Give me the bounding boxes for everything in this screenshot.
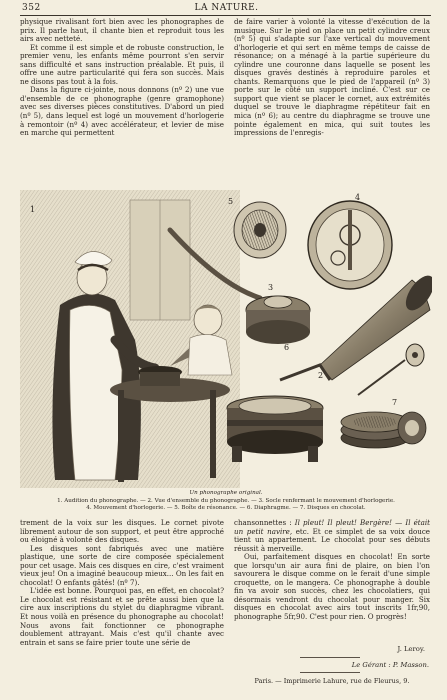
phonograph-engraving <box>20 190 432 490</box>
paragraph <box>234 519 430 553</box>
paragraph: Et comme il est simple et de robuste construction, le premier venu, les enfants même pourront s'en servir sans difficulté et sans instruction préalable. Et puis, il offre une autre particularité qui fera son succès. Mais ne disons pas tout à la fois. <box>20 42 224 86</box>
figure-label: 6 <box>284 343 290 352</box>
header-rule <box>20 15 431 16</box>
separator <box>300 672 360 673</box>
paragraph: de faire varier à volonté la vitesse d'exécution de la musique. Sur le pied on place un petit cylindre creux (nº 5) qui s'adapte sur l'axe vertical du mouvement d'horlogerie et qui sert en même temps de caisse de résonance; on a ménagé à la partie supérieure du cylindre une couronne dans laquelle se posent les disques gravés destinés à reproduire paroles et chants. Remarquons que le pied de l'appareil (nº 3) porte sur le côté un support incliné. C'est sur ce support que vient se placer le cornet, aux extrémités duquel se trouve le diaphragme répétiteur fait en mica (nº 6); au centre du diaphragme se trouve une pointe également en mica, qui suit toutes les impressions de l'enregis- <box>234 17 430 138</box>
clockwork-mechanism <box>308 193 392 289</box>
figure-label: 3 <box>268 283 274 292</box>
column-left-bottom <box>20 519 224 647</box>
paragraph: Oui, parfaitement disques en chocolat! En sorte que lorsqu'un air aura fini de plaire, on bien l'on savourera le disque comme on le ferait d'une simple croquette, on le mangera. Ce phonographe à double fin va avoir son succès, chez les chocolatiers, qui désormais vendront du chocolat pour manger. Six disques en chocolat avec airs tout inscrits 1fr,90, phonographe 5fr,90. C'est pour rien. O progrès! <box>234 552 430 622</box>
author-signature: J. Leroy. <box>397 645 425 653</box>
printer-line: Paris. — Imprimerie Lahure, rue de Fleurus, 9. <box>254 677 410 685</box>
paragraph: L'idée est bonne. Pourquoi pas, en effet, en chocolat? Le chocolat est résistant et se prête aussi bien que la cire aux inscriptions du stylet du diaphragme vibrant. Et nous voilà en présence du phonographe au chocolat! Nous avons fait fonctionner ce phonographe doublement attrayant. Mais c'est qu'il chante avec entrain et sans se faire prier toute une série de <box>20 586 224 647</box>
page-header <box>22 3 431 15</box>
figure-caption <box>20 490 432 513</box>
paragraph: physique rivalisant fort bien avec les phonographes de prix. Il parle haut, il chante bien et reproduit tous les airs avec netteté. <box>20 17 224 44</box>
audition-scene <box>20 190 240 488</box>
paragraph: Les disques sont fabriqués avec une matière plastique, une sorte de cire composée spécialement pour cet usage. Mais ces disques en cire, c'est vraiment vieux jeu! On a imaginé beaucoup mieux... On les fait en chocolat! O enfants gâtés! (nº 7). <box>20 543 224 587</box>
song-intro: chansonnettes : <box>234 518 295 527</box>
column-right-bottom <box>234 519 430 622</box>
column-right-top <box>234 18 430 138</box>
paragraph: trement de la voix sur les disques. Le cornet pivote librement autour de son support, et peut être approché ou éloigné à volonté des disques. <box>20 518 224 545</box>
song-titles: Il pleut! Il pleut! Bergère! — Il était un petit navire, <box>234 518 430 536</box>
figure-label: 4 <box>355 193 361 202</box>
song-rest: etc. Et ce simplet de sa voix douce tient un appartement. Le chocolat pour ses débuts réussit à merveille. <box>234 526 430 553</box>
column-left-top <box>20 18 224 138</box>
paragraph: Dans la figure ci-jointe, nous donnons (nº 2) une vue d'ensemble de ce phonographe (genre gramophone) avec ses diverses pièces constitutives. D'abord un pied (nº 5), dans lequel est logé un mouvement d'horlogerie à remontoir (nº 4) avec accélérateur, et levier de mise en marche qui permettent <box>20 85 224 138</box>
journal-title: LA NATURE. <box>194 3 259 13</box>
caption-line: 4. Mouvement d'horlogerie. — 5. Boîte de résonance. — 6. Diaphragme. — 7. Disques en chocolat. <box>86 505 366 511</box>
figure-label: 2 <box>318 371 324 380</box>
chocolate-discs <box>341 398 426 448</box>
caption-title: Un phonographe original. <box>189 490 263 496</box>
caption-line: 1. Audition du phonographe. — 2. Vue d'ensemble du phonographe. — 3. Socle renfermant le mouvement d'horlogerie. <box>57 497 395 504</box>
figure-label: 5 <box>228 197 234 206</box>
figure-label: 7 <box>392 398 398 407</box>
separator <box>300 657 360 658</box>
figure-label: 1 <box>30 205 36 214</box>
editor-line: Le Gérant : P. Masson. <box>351 661 429 669</box>
page-number: 352 <box>22 3 41 13</box>
